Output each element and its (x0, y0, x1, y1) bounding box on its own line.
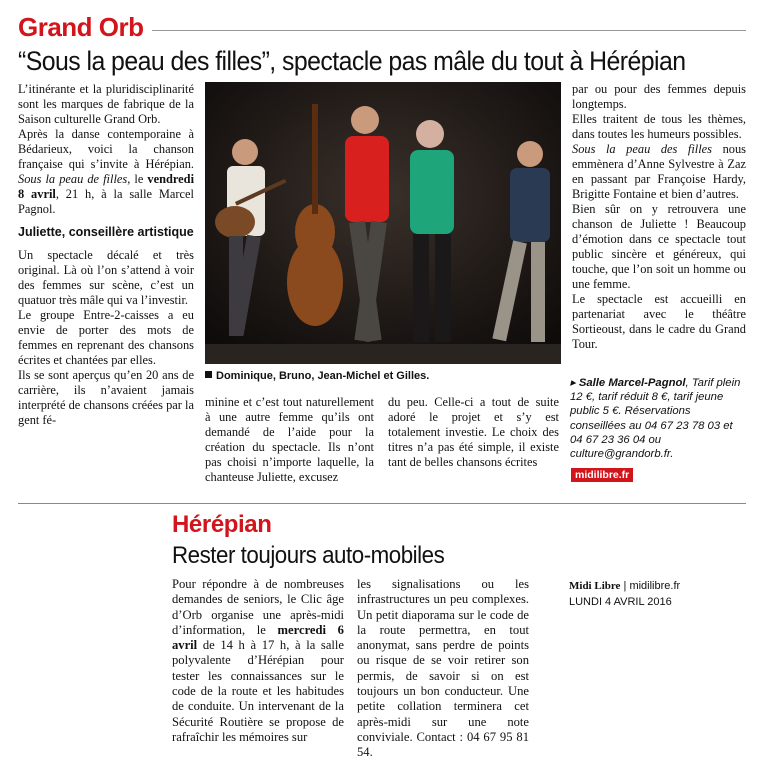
paragraph: Un spectacle décalé et très original. Là où l’on s’attend à voir des femmes sur scène, c’est un quatuor très mâle qui va l’investir. (18, 248, 194, 307)
stage-photo-illustration (205, 82, 561, 364)
article-column-3 (388, 395, 559, 470)
headline: “Sous la peau des filles”, spectacle pas mâle du tout à Hérépian (18, 46, 686, 76)
article-column-1 (172, 577, 344, 745)
article-photo (205, 82, 561, 364)
issue-date: LUNDI 4 AVRIL 2016 (569, 596, 672, 608)
paragraph: Pour répondre à de nombreuses demandes de seniors, le Clic âge d’Orb organise une après-midi d’information, le mercredi 6 avril de 14 h à 17 h, à la salle polyvalente d’Hérépian pour tester les connaissances sur le code de la route et les habitudes de conduite. Un intervenant de la Sécurité Routière se propose de rafraîchir les mémoires sur (172, 577, 344, 744)
section-title: Hérépian (172, 511, 272, 538)
paragraph: Bien sûr on y retrouvera une chanson de Juliette ! Beaucoup d’émotion dans ce spectacle tout public sincère et généreux, qui touche, que l’on soit un homme ou une femme. (572, 202, 746, 291)
headline: Rester toujours auto-mobiles (172, 542, 445, 569)
paragraph: du peu. Celle-ci a tout de suite adoré le projet et s’y est totalement investie. Le choix des titres n’a pas été simple, il existe tant de belles chansons écrites (388, 395, 559, 469)
midilibre-badge[interactable]: midilibre.fr (571, 468, 633, 482)
paragraph: Ils se sont aperçus qu’en 20 ans de carrière, ils n’avaient jamais interprété de chansons créées par la gent fé- (18, 368, 194, 427)
paragraph: les signalisations ou les infrastructures un peu complexes. Un petit diaporama sur le code de la route permettra, en tout anonymat, sans perdre de points ou risque de se voir retirer son permis, de savoir si on est toujours un bon conducteur. Une petite collation terminera cet après-midi sur une note conviviale. Contact : 04 67 95 81 54. (357, 577, 529, 760)
paragraph: Sous la peau des filles nous emmènera d’Anne Sylvestre à Zaz en passant par Françoise Hardy, Brigitte Fontaine et bien d’autres. (572, 142, 746, 201)
subheading: Juliette, conseillère artistique (18, 225, 194, 239)
article-column-2 (357, 577, 529, 761)
paragraph: L’itinérante et la pluridisciplinarité sont les marques de fabrique de la Saison culturelle Grand Orb. (18, 82, 194, 126)
article-column-4 (572, 82, 746, 352)
divider (18, 503, 746, 504)
paragraph: Le spectacle est accueilli en partenariat avec le théâtre Sortieoust, dans le cadre du Grand Tour. (572, 292, 746, 351)
paragraph: Après la danse contemporaine à Bédarieux, voici la chanson française qui s’invite à Hérépian. Sous la peau de filles, le vendredi 8 avril, 21 h, à la salle Marcel Pagnol. (18, 127, 195, 216)
caption-square-icon (205, 371, 212, 378)
paragraph: Elles traitent de tous les thèmes, dans toutes les humeurs possibles. (572, 112, 746, 141)
paragraph: par ou pour des femmes depuis longtemps. (572, 82, 746, 111)
practical-info: ▸ Salle Marcel-Pagnol, Tarif plein 12 €, tarif réduit 8 €, tarif jeune public 5 €. Réservations conseillées au 04 67 23 78 03 et 04 67 23 36 04 ou culture@grandorb.fr. (570, 377, 741, 461)
arrow-icon: ▸ (570, 377, 579, 389)
article-column-1 (18, 82, 194, 428)
paragraph: minine et c’est tout naturellement à une autre femme qu’ils ont demandé de l’aide pour la création du spectacle. Ils n’ont pas choisi n’importe laquelle, la chanteuse Juliette, excusez (205, 395, 374, 484)
photo-caption: Dominique, Bruno, Jean-Michel et Gilles. (205, 370, 429, 382)
section-title: Grand Orb (18, 12, 144, 42)
paragraph: Le groupe Entre-2-caisses a eu envie de porter des mots de femmes en reprenant des chansons écrites et chantées par elles. (18, 308, 194, 367)
masthead: Midi Libre | midilibre.fr (569, 580, 681, 592)
section-rule (152, 30, 746, 31)
article-column-2 (205, 395, 374, 485)
